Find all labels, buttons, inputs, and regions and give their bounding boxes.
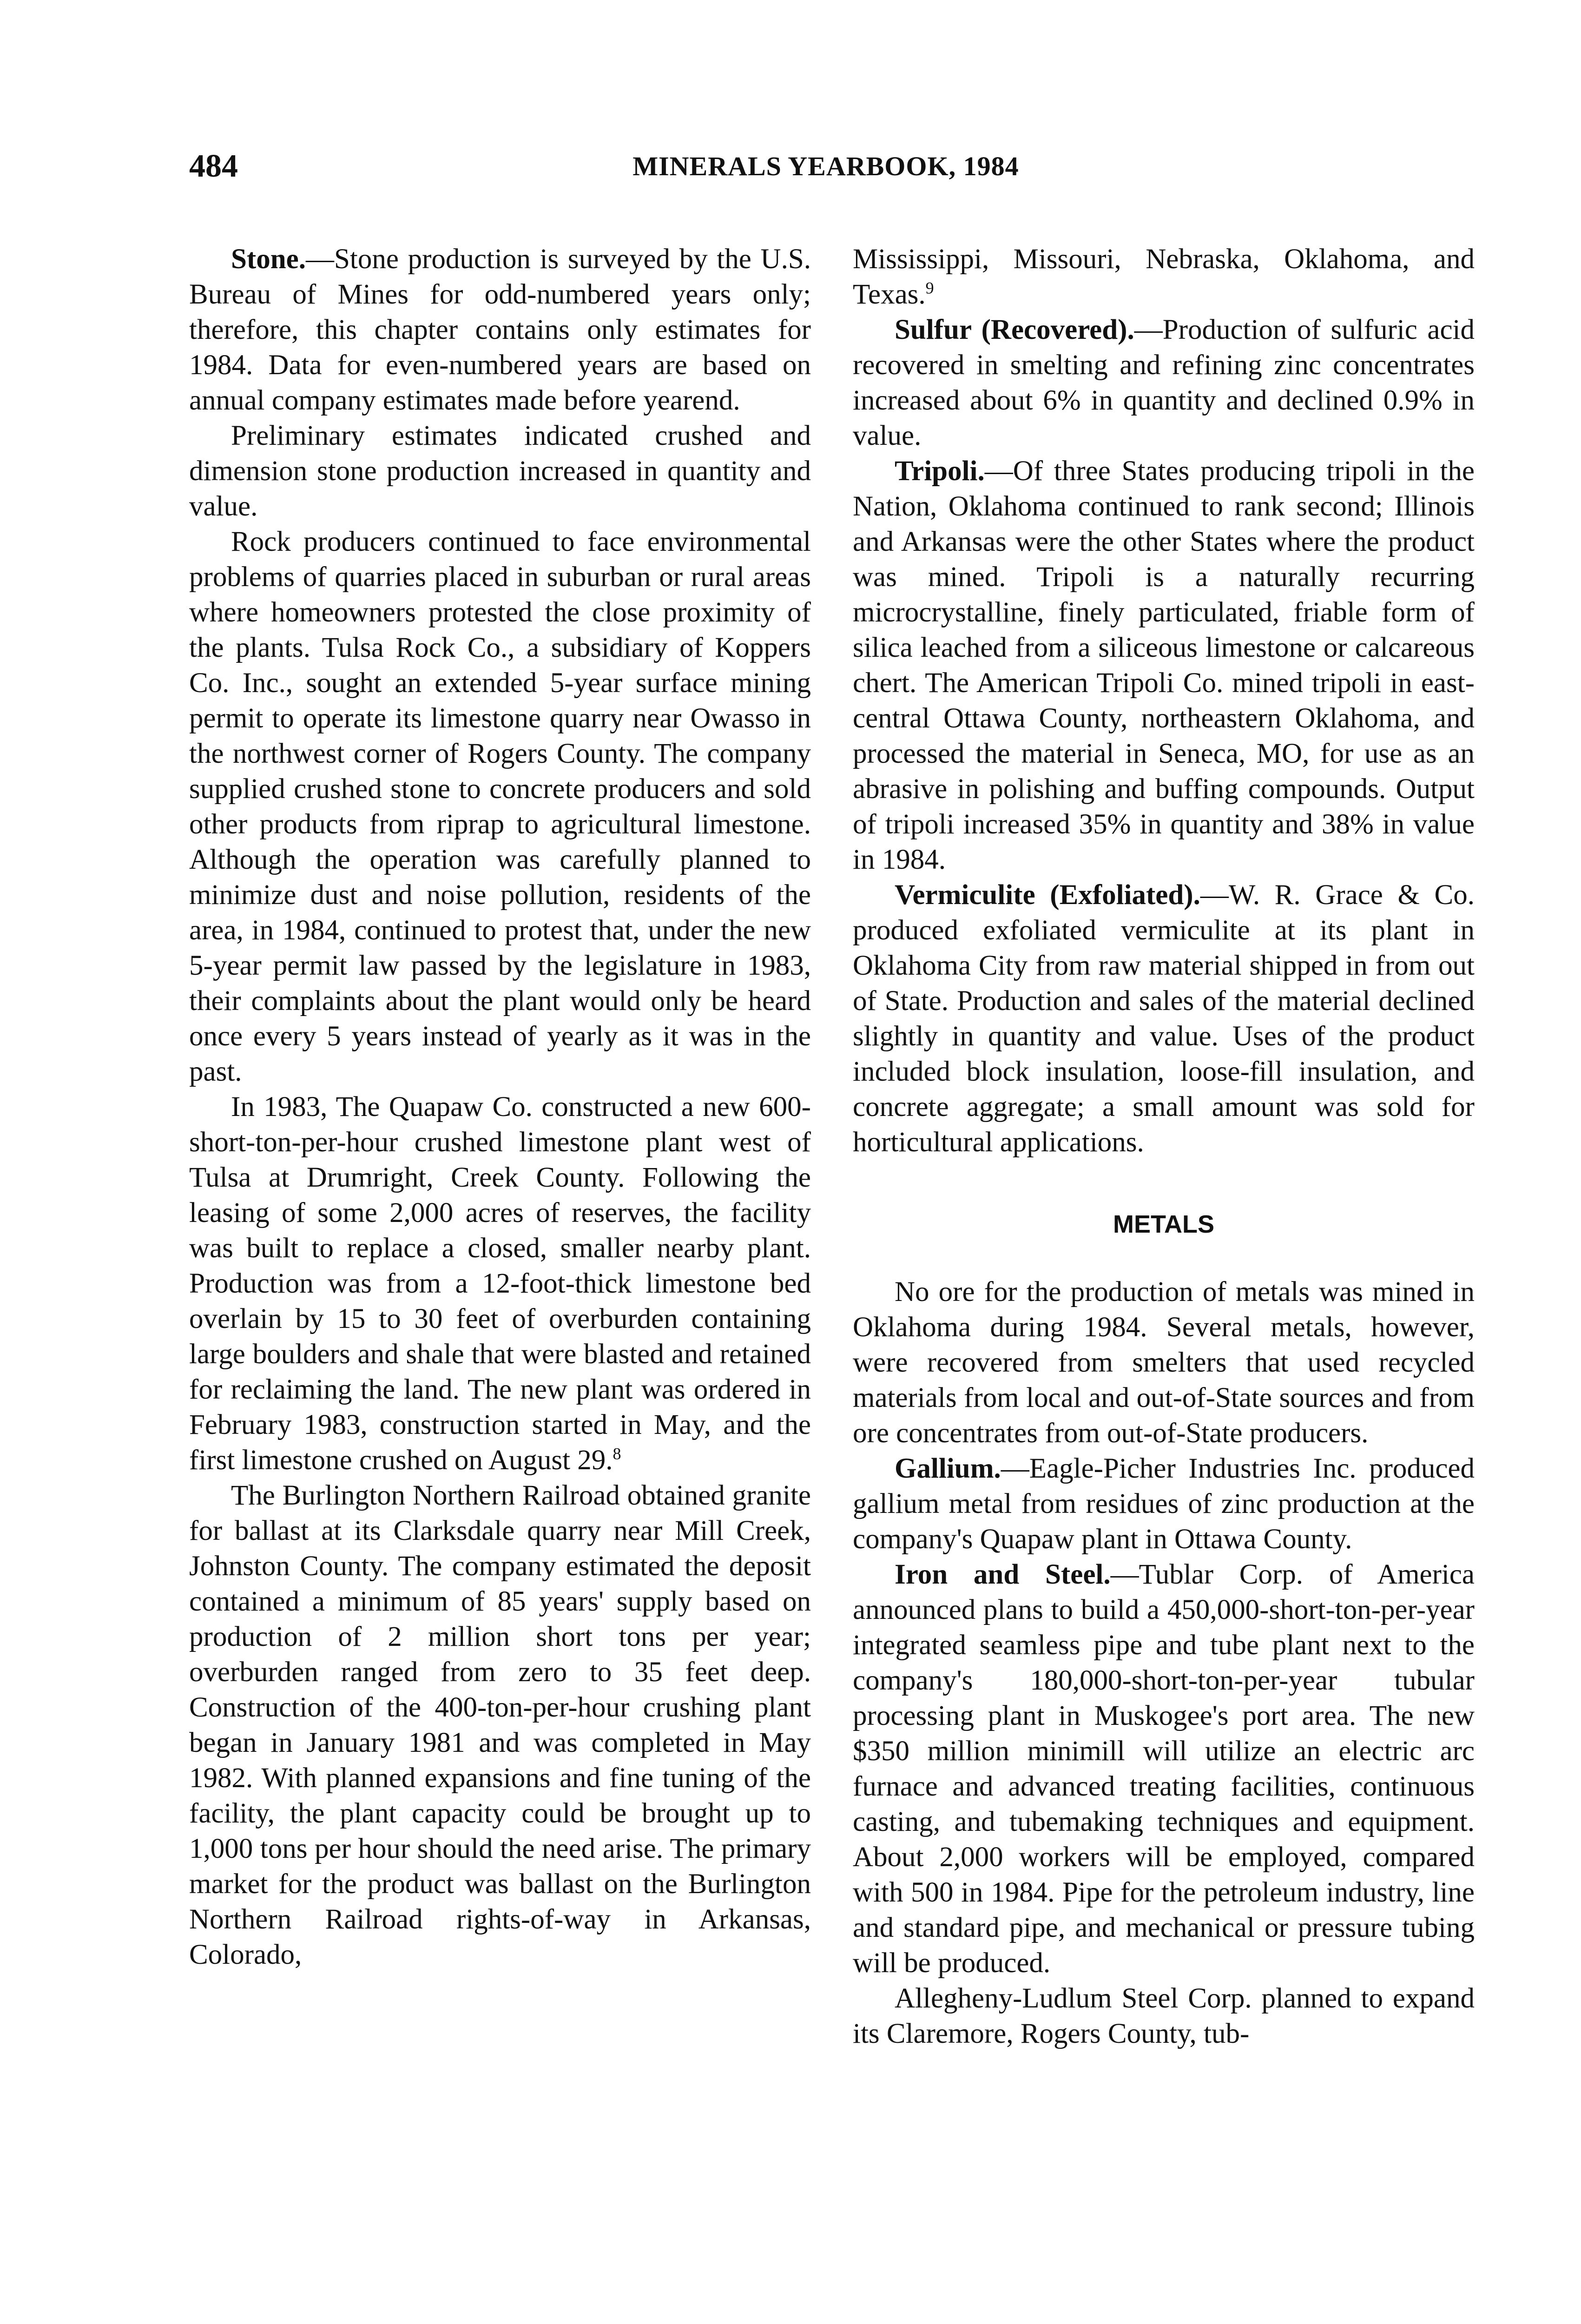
allegheny-paragraph: Allegheny-Ludlum Steel Corp. planned to expand its Claremore, Rogers County, tub- [853,1983,1475,2049]
tripoli-run-in-heading: Tripoli. [895,456,985,487]
right-column [853,242,1475,2052]
vermiculite-paragraph [853,878,1475,1160]
stone-paragraph [189,242,811,418]
sulfur-text: —Production of sulfuric acid recovered in smelting and refining zinc concentrates increased about 6% in quantity and declined 0.9% in value. [853,314,1475,451]
metals-section-heading: METALS [1113,1210,1214,1238]
footnote-ref: 8 [613,1444,621,1463]
rock-producers-paragraph: Rock producers continued to face environmental problems of quarries placed in suburban or rural areas where homeowners protested the close proximity of the plants. Tulsa Rock Co., a subsidiary of Koppers Co. Inc., sought an extended 5-year surface mining permit to operate its limestone quarry near Owasso in the northwest corner of Rogers County. The company supplied crushed stone to concrete producers and sold other products from riprap to agricultural limestone. Although the operation was carefully planned to minimize dust and noise pollution, residents of the area, in 1984, continued to protest that, under the new 5-year permit law passed by the legislature in 1983, their complaints about the plant would only be heard once every 5 years instead of yearly as it was in the past. [189,526,811,1087]
burlington-paragraph: The Burlington Northern Railroad obtained granite for ballast at its Clarksdale quarry near Mill Creek, Johnston County. The company estimated the deposit contained a minimum of 85 years' supply based on production of 2 million short tons per year; overburden ranged from zero to 35 feet deep. Construction of the 400-ton-per-hour crushing plant began in January 1981 and was completed in May 1982. With planned expansions and fine tuning of the facility, the plant capacity could be brought up to 1,000 tons per hour should the need arise. The primary market for the product was ballast on the Burlington Northern Railroad rights-of-way in Arkansas, Colorado, [189,1480,811,1970]
iron-steel-run-in-heading: Iron and Steel. [895,1559,1111,1590]
stone-continuation [853,242,1475,312]
tripoli-paragraph [853,454,1475,878]
sulfur-paragraph [853,312,1475,454]
stone-estimates-paragraph: Preliminary estimates indicated crushed and dimension stone production increased in quantity and value. [189,420,811,522]
vermiculite-run-in-heading: Vermiculite (Exfoliated). [895,879,1200,911]
quapaw-text: In 1983, The Quapaw Co. constructed a new 600-short-ton-per-hour crushed limestone plant west of Tulsa at Drumright, Creek County. Following the leasing of some 2,000 acres of reserves, the facility was built to replace a closed, smaller nearby plant. Production was from a 12-foot-thick limestone bed overlain by 15 to 30 feet of overburden containing large boulders and shale that were blasted and retained for reclaiming the land. The new plant was ordered in February 1983, construction started in May, and the first limestone crushed on August 29. [189,1091,811,1476]
page-number: 484 [189,148,238,184]
gallium-paragraph [853,1451,1475,1557]
iron-steel-paragraph [853,1557,1475,1981]
quapaw-paragraph [189,1089,811,1478]
left-column [189,242,811,1973]
sulfur-run-in-heading: Sulfur (Recovered). [895,314,1134,345]
vermiculite-text: —W. R. Grace & Co. produced exfoliated vermiculite at its plant in Oklahoma City from raw material shipped in from out of State. Production and sales of the material declined slightly in quantity and value. Uses of the product included block insulation, loose-fill insulation, and concrete aggregate; a small amount was sold for horticultural applications. [853,879,1475,1158]
tripoli-text: —Of three States producing tripoli in the Nation, Oklahoma continued to rank second; Illinois and Arkansas were the other States where the product was mined. Tripoli is a naturally recurring microcrystalline, finely particulated, friable form of silica leached from a siliceous limestone or calcareous chert. The American Tripoli Co. mined tripoli in east-central Ottawa County, northeastern Oklahoma, and processed the material in Seneca, MO, for use as an abrasive in polishing and buffing compounds. Output of tripoli increased 35% in quantity and 38% in value in 1984. [853,456,1475,875]
footnote-ref: 9 [925,278,934,297]
stone-continuation-text: Mississippi, Missouri, Nebraska, Oklahoma, and Texas. [853,244,1475,310]
iron-steel-text: —Tublar Corp. of America announced plans to build a 450,000-short-ton-per-year integrated seamless pipe and tube plant next to the company's 180,000-short-ton-per-year tubular processing plant in Muskogee's port area. The new $350 million minimill will utilize an electric arc furnace and advanced treating facilities, continuous casting, and tubemaking techniques and equipment. About 2,000 workers will be employed, compared with 500 in 1984. Pipe for the petroleum industry, line and standard pipe, and mechanical or pressure tubing will be produced. [853,1559,1475,1979]
stone-run-in-heading: Stone. [231,244,306,275]
metals-intro-paragraph: No ore for the production of metals was mined in Oklahoma during 1984. Several metals, however, were recovered from smelters that used recycled materials from local and out-of-State sources and from ore concentrates from out-of-State producers. [853,1276,1475,1449]
running-title: MINERALS YEARBOOK, 1984 [632,151,1019,181]
gallium-run-in-heading: Gallium. [895,1453,1001,1484]
stone-intro-text: —Stone production is surveyed by the U.S. Bureau of Mines for odd-numbered years only; therefore, this chapter contains only estimates for 1984. Data for even-numbered years are based on annual company estimates made before yearend. [189,244,811,416]
gallium-text: —Eagle-Picher Industries Inc. produced gallium metal from residues of zinc production at the company's Quapaw plant in Ottawa County. [853,1453,1475,1555]
page-header [189,148,1462,190]
